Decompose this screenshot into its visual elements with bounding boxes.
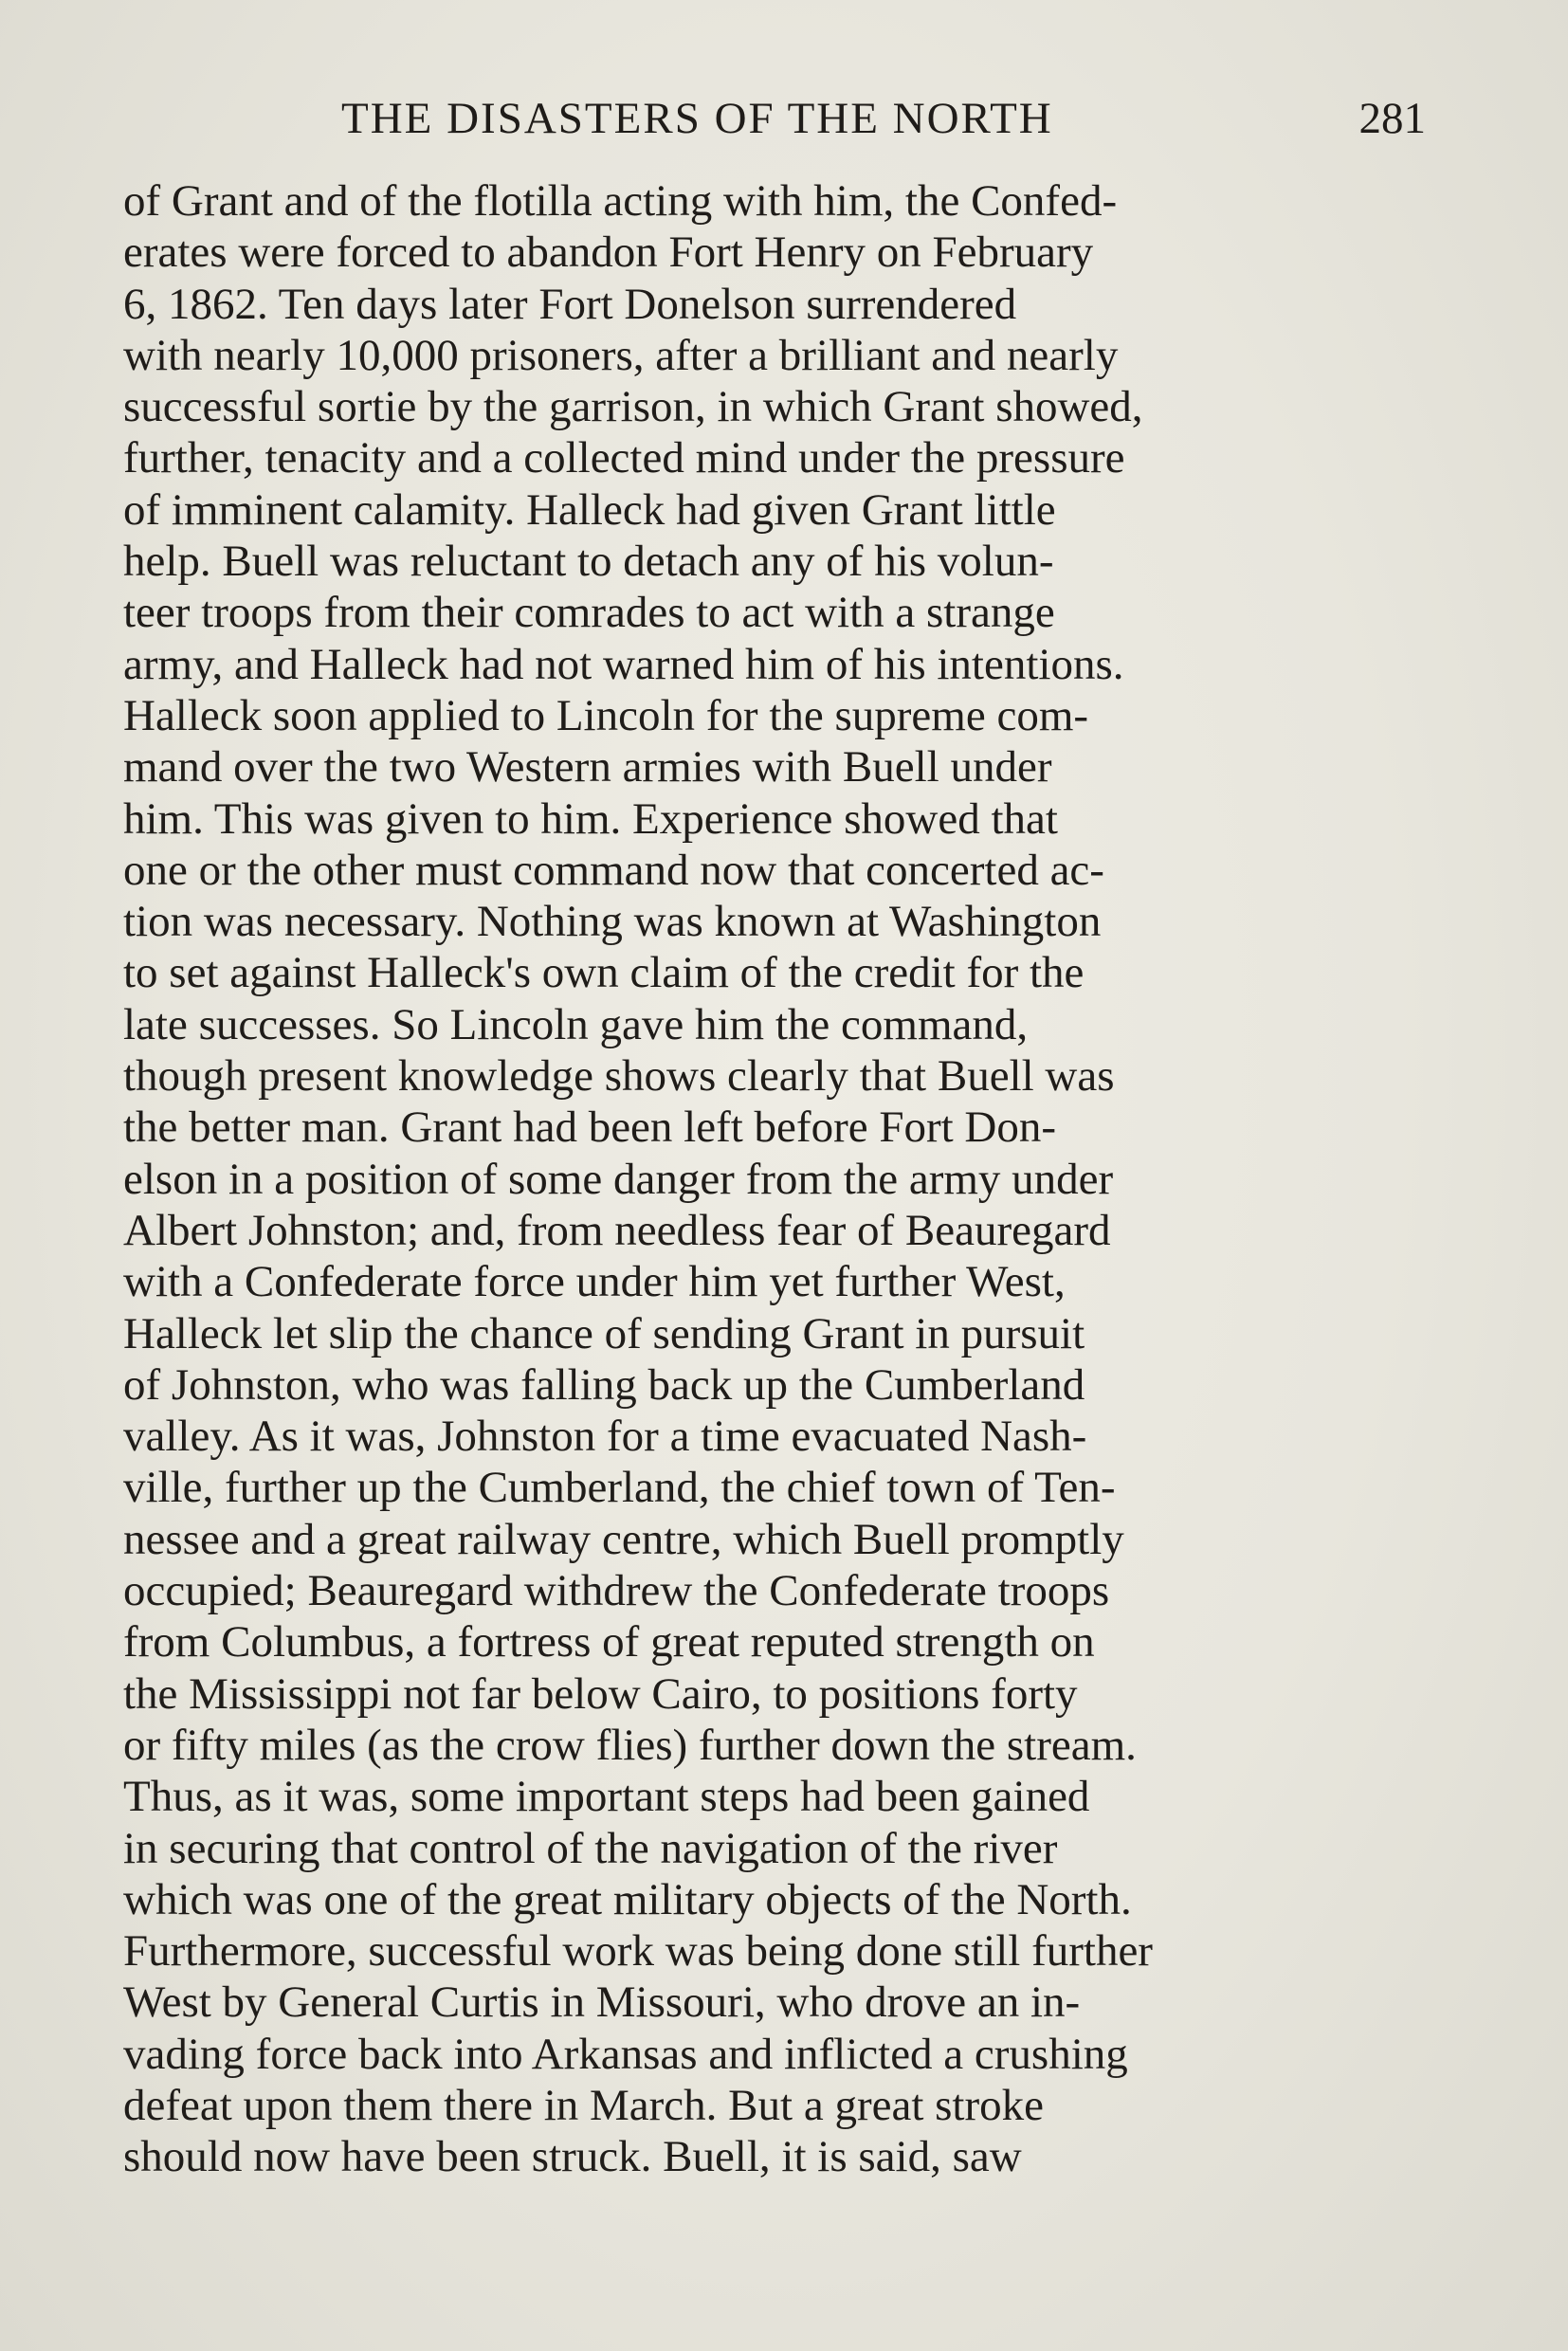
text-line-39: should now have been struck. Buell, it is said, saw <box>123 2132 1022 2182</box>
text-line-35: Furthermore, successful work was being done still further <box>123 1926 1153 1977</box>
text-line-17: late successes. So Lincoln gave him the command, <box>123 999 1029 1049</box>
text-line-10: army, and Halleck had not warned him of his intentions. <box>123 639 1124 689</box>
text-line-33: in securing that control of the navigation of the river <box>123 1823 1058 1873</box>
text-line-13: him. This was given to him. Experience showed that <box>123 793 1058 844</box>
text-line-24: of Johnston, who was falling back up the Cumberland <box>123 1359 1085 1410</box>
text-line-38: defeat upon them there in March. But a great stroke <box>123 2080 1044 2130</box>
page-number: 281 <box>1358 94 1426 143</box>
text-line-18: though present knowledge shows clearly that Buell was <box>123 1051 1115 1102</box>
text-line-29: from Columbus, a fortress of great reputed strength on <box>123 1617 1095 1668</box>
text-line-5: successful sortie by the garrison, in which Grant showed, <box>123 382 1143 432</box>
text-line-12: mand over the two Western armies with Buell under <box>123 742 1052 793</box>
text-line-25: valley. As it was, Johnston for a time evacuated Nash- <box>123 1412 1087 1462</box>
text-line-8: help. Buell was reluctant to detach any of his volun- <box>123 537 1054 587</box>
text-line-16: to set against Halleck's own claim of the credit for the <box>123 948 1085 998</box>
text-line-22: with a Confederate force under him yet further West, <box>123 1257 1066 1307</box>
text-line-26: ville, further up the Cumberland, the chief town of Ten- <box>123 1463 1116 1513</box>
page-header <box>123 90 1426 156</box>
text-line-15: tion was necessary. Nothing was known at Washington <box>123 897 1102 947</box>
text-line-34: which was one of the great military objects of the North. <box>123 1874 1132 1924</box>
text-line-23: Halleck let slip the chance of sending Grant in pursuit <box>123 1308 1085 1358</box>
text-line-7: of imminent calamity. Halleck had given Grant little <box>123 484 1056 535</box>
text-line-9: teer troops from their comrades to act with a strange <box>123 588 1055 638</box>
text-line-28: occupied; Beauregard withdrew the Confederate troops <box>123 1566 1110 1616</box>
text-line-20: elson in a position of some danger from the army under <box>123 1154 1114 1204</box>
body-text <box>123 175 1422 2183</box>
text-line-32: Thus, as it was, some important steps had been gained <box>123 1772 1090 1822</box>
text-line-14: one or the other must command now that concerted ac- <box>123 845 1104 895</box>
text-line-37: vading force back into Arkansas and inflicted a crushing <box>123 2029 1128 2079</box>
text-line-19: the better man. Grant had been left before Fort Don- <box>123 1103 1057 1153</box>
running-head: THE DISASTERS OF THE NORTH <box>341 94 1053 143</box>
text-line-6: further, tenacity and a collected mind under the pressure <box>123 433 1125 483</box>
text-line-31: or fifty miles (as the crow flies) further down the stream. <box>123 1720 1137 1770</box>
text-line-21: Albert Johnston; and, from needless fear of Beauregard <box>123 1205 1111 1255</box>
text-line-27: nessee and a great railway centre, which Buell promptly <box>123 1514 1124 1564</box>
text-line-1: of Grant and of the flotilla acting with him, the Confed- <box>123 176 1118 226</box>
text-line-3: 6, 1862. Ten days later Fort Donelson surrendered <box>123 279 1017 329</box>
text-line-2: erates were forced to abandon Fort Henry on February <box>123 228 1094 278</box>
text-line-11: Halleck soon applied to Lincoln for the supreme com- <box>123 690 1089 740</box>
text-line-30: the Mississippi not far below Cairo, to positions forty <box>123 1668 1078 1719</box>
text-line-36: West by General Curtis in Missouri, who drove an in- <box>123 1977 1081 2028</box>
text-line-4: with nearly 10,000 prisoners, after a brilliant and nearly <box>123 330 1119 380</box>
